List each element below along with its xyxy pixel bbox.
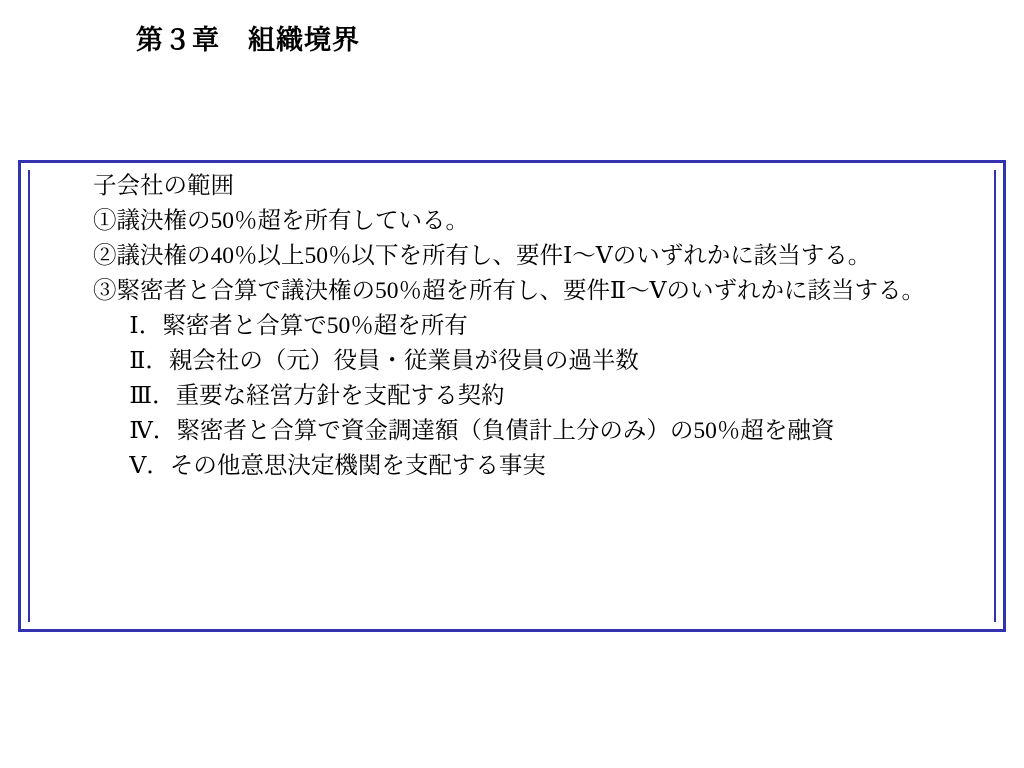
- requirement-item: Ⅰ．緊密者と合算で50％超を所有: [129, 313, 468, 339]
- page-title: 第３章 組織境界: [136, 25, 360, 55]
- body-text: [93, 169, 983, 484]
- requirement-item: Ⅱ．親会社の（元）役員・従業員が役員の過半数: [129, 348, 639, 374]
- requirement-item: Ⅴ．その他意思決定機関を支配する事実: [129, 453, 546, 479]
- requirement-item: Ⅳ．緊密者と合算で資金調達額（負債計上分のみ）の50％超を融資: [129, 418, 835, 444]
- box-heading: 子会社の範囲: [93, 173, 234, 199]
- requirement-item: Ⅲ．重要な経営方針を支配する契約: [129, 383, 505, 409]
- list-item: ①議決権の50％超を所有している。: [93, 208, 469, 234]
- list-item: ②議決権の40％以上50％以下を所有し、要件Ⅰ～Ⅴのいずれかに該当する。: [93, 243, 872, 269]
- content-box: [18, 160, 1006, 632]
- list-item: ③緊密者と合算で議決権の50％超を所有し、要件Ⅱ～Ⅴのいずれかに該当する。: [93, 278, 925, 304]
